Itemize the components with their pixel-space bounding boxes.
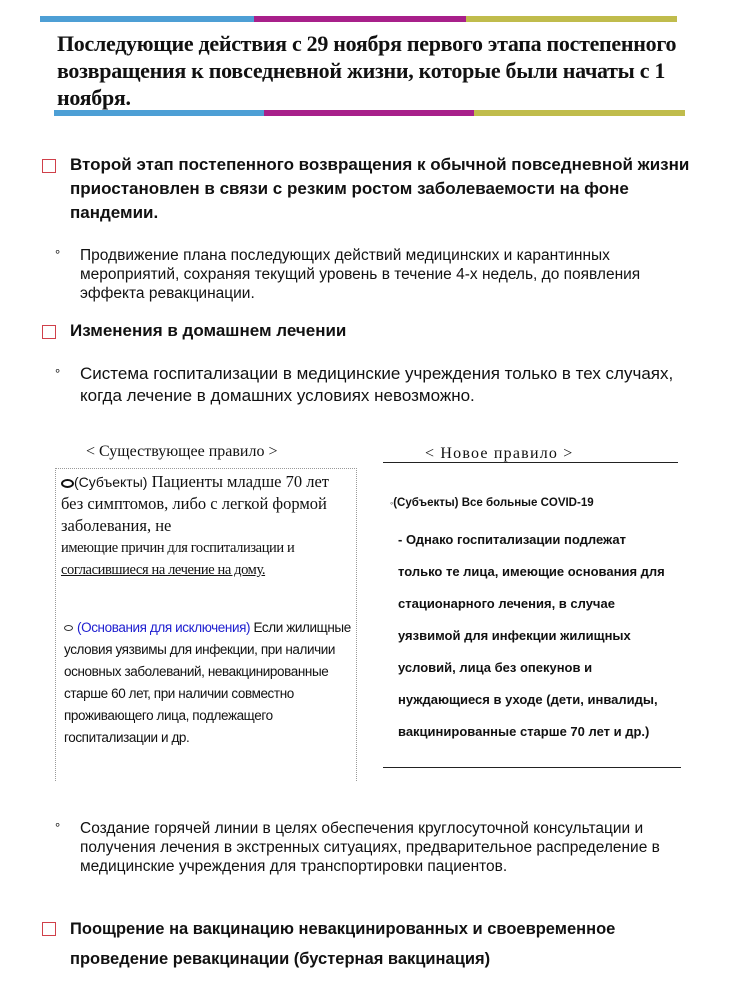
divider [383,767,681,768]
divider [383,462,678,463]
existing-rule-label: < Существующее правило > [86,443,278,460]
line: только те лица, имеющие основания для [398,564,665,579]
square-bullet-icon [42,325,56,339]
decor-bar-olive [466,16,677,22]
subjects-tag: (Субъекты) [74,474,148,490]
new-subjects [390,497,594,509]
line: - Однако госпитализации подлежат [398,532,626,547]
section-heading: Поощрение на вакцинацию невакцинированных и своевременное проведение ревакцинации (бустерная вакцинация) [70,920,616,968]
line: нуждающиеся в уходе (дети, инвалиды, [398,692,658,707]
ellipse-bullet-icon [64,625,73,631]
new-rule-text [398,524,698,748]
bullet-text: Система госпитализации в медицинские учреждения только в тех случаях, когда лечение в домашних условиях невозможно. [80,364,674,405]
ellipse-bullet-icon [61,479,74,488]
bullet-text: Создание горячей линии в целях обеспечения круглосуточной консультации и получения лечения в экстренных ситуациях, предварительное распределение в медицинские учреждения для транспортировки пациентов. [80,820,660,875]
section-heading: Изменения в домашнем лечении [70,321,347,340]
line: уязвимой для инфекции жилищных [398,628,631,643]
line: условий, лица без опекунов и [398,660,593,675]
existing-rule-box [55,468,357,781]
bullet-icon: ° [55,247,61,262]
decor-bar-olive [474,110,685,116]
bullet-icon: ° [55,820,61,835]
subjects-text: Пациенты младше 70 лет без симптомов, либо с легкой формой заболевания, не [61,472,329,535]
square-bullet-icon [42,922,56,936]
line: вакцинированные старше 70 лет и др.) [398,724,650,739]
decor-bar-blue [40,16,254,22]
subjects-text-underlined: согласившиеся на лечение на дому. [61,562,266,578]
exceptions-tag: (Основания для исключения) [77,620,251,635]
bullet-icon: ° [55,366,61,381]
new-subjects-text: (Субъекты) Все больные COVID-19 [393,497,594,509]
decor-bar-magenta [254,16,466,22]
page-title: Последующие действия с 29 ноября первого этапа постепенного возвращения к повседневной жизни, которые были начаты с 1 ноября. [57,31,677,110]
existing-subjects [61,471,353,581]
bullet-text: Продвижение плана последующих действий медицинских и карантинных мероприятий, сохраняя текущий уровень в течение 4-х недель, до появления эффекта ревакцинации. [80,247,641,302]
square-bullet-icon [42,159,56,173]
bullet-icon: ◦ [390,498,394,508]
new-rule-label: < Новое правило > [425,445,574,462]
decor-bar-blue [54,110,264,116]
exceptions-text: Если жилищные условия уязвимы для инфекции, при наличии основных заболеваний, невакцинированные старше 60 лет, при наличии совместно проживающего лица, подлежащего госпитализации и др. [64,620,351,745]
line: стационарного лечения, в случае [398,596,615,611]
existing-exceptions [64,617,354,749]
section-heading: Второй этап постепенного возвращения к обычной повседневной жизни приостановлен в связи с резким ростом заболеваемости на фоне пандемии. [70,155,690,222]
decor-bar-magenta [264,110,474,116]
subjects-text: имеющие причин для госпитализации и [61,540,295,556]
